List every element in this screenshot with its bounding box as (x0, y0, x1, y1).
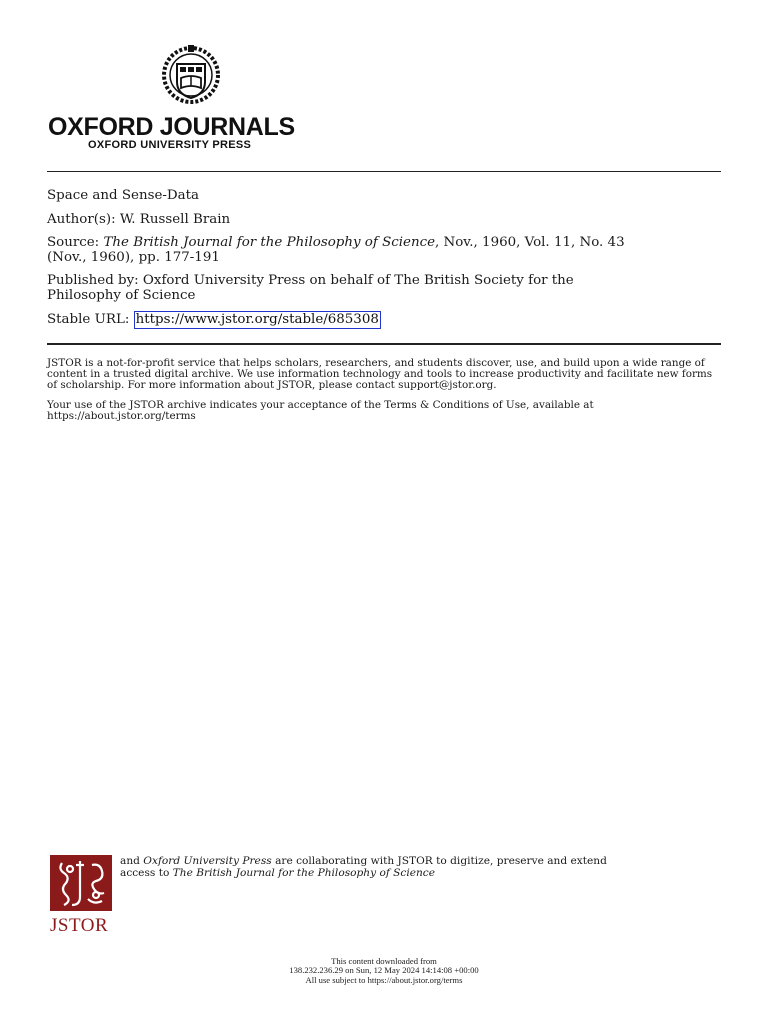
article-authors: Author(s): W. Russell Brain (47, 212, 231, 227)
publisher-line-1: Published by: Oxford University Press on behalf of The British Society for the (47, 273, 574, 288)
collab-journal: The British Journal for the Philosophy of Science (172, 866, 436, 879)
article-publisher (47, 273, 721, 303)
article-title: Space and Sense-Data (47, 188, 199, 203)
collab-publisher: Oxford University Press (143, 855, 272, 867)
publisher-line-2: Philosophy of Science (47, 288, 196, 303)
middle-divider (47, 343, 721, 345)
oxford-crest-icon (160, 42, 222, 112)
article-source (47, 235, 721, 265)
stable-url-row (47, 311, 721, 329)
jstor-logo-text: JSTOR (50, 915, 109, 936)
stable-url-link[interactable]: https://www.jstor.org/stable/685308 (135, 312, 379, 327)
footer-line-1: This content downloaded from (331, 956, 437, 966)
terms-link[interactable]: https://about.jstor.org/terms (47, 410, 196, 423)
collaboration-notice (120, 856, 720, 879)
collab-middle: are collaborating with JSTOR to digitize, preserve and extend (271, 855, 607, 867)
source-prefix: Source: (47, 235, 104, 250)
source-pages: (Nov., 1960), pp. 177-191 (47, 250, 220, 265)
source-journal: The British Journal for the Philosophy of Science (103, 235, 436, 250)
download-footer (184, 957, 584, 985)
article-metadata (47, 188, 721, 337)
logo-subtitle: OXFORD UNIVERSITY PRESS (88, 139, 252, 151)
stable-url-label: Stable URL: (47, 312, 134, 327)
terms-text: Your use of the JSTOR archive indicates your acceptance of the Terms & Conditions of Use, available at (47, 399, 594, 412)
notice-paragraph-1: JSTOR is a not-for-profit service that helps scholars, researchers, and students discover, use, and build upon a wide range of content in a trusted digital archive. We use information technology and tools to increase productivity and facilitate new forms of scholarship. For more information about JSTOR, please contact support@jstor.org. (47, 357, 713, 391)
source-details: , Nov., 1960, Vol. 11, No. 43 (435, 235, 625, 250)
footer-line-3: All use subject to https://about.jstor.org/terms (305, 974, 463, 985)
collab-access-prefix: access to (120, 866, 173, 879)
collab-and: and (120, 855, 144, 867)
jstor-notice (47, 358, 721, 432)
notice-paragraph-2 (47, 400, 721, 422)
logo-title: OXFORD JOURNALS (48, 113, 295, 141)
oxford-journals-logo (48, 40, 338, 155)
top-divider (47, 171, 721, 172)
footer-line-2: 138.232.236.29 on Sun, 12 May 2024 14:14:08 +00:00 (289, 965, 479, 976)
